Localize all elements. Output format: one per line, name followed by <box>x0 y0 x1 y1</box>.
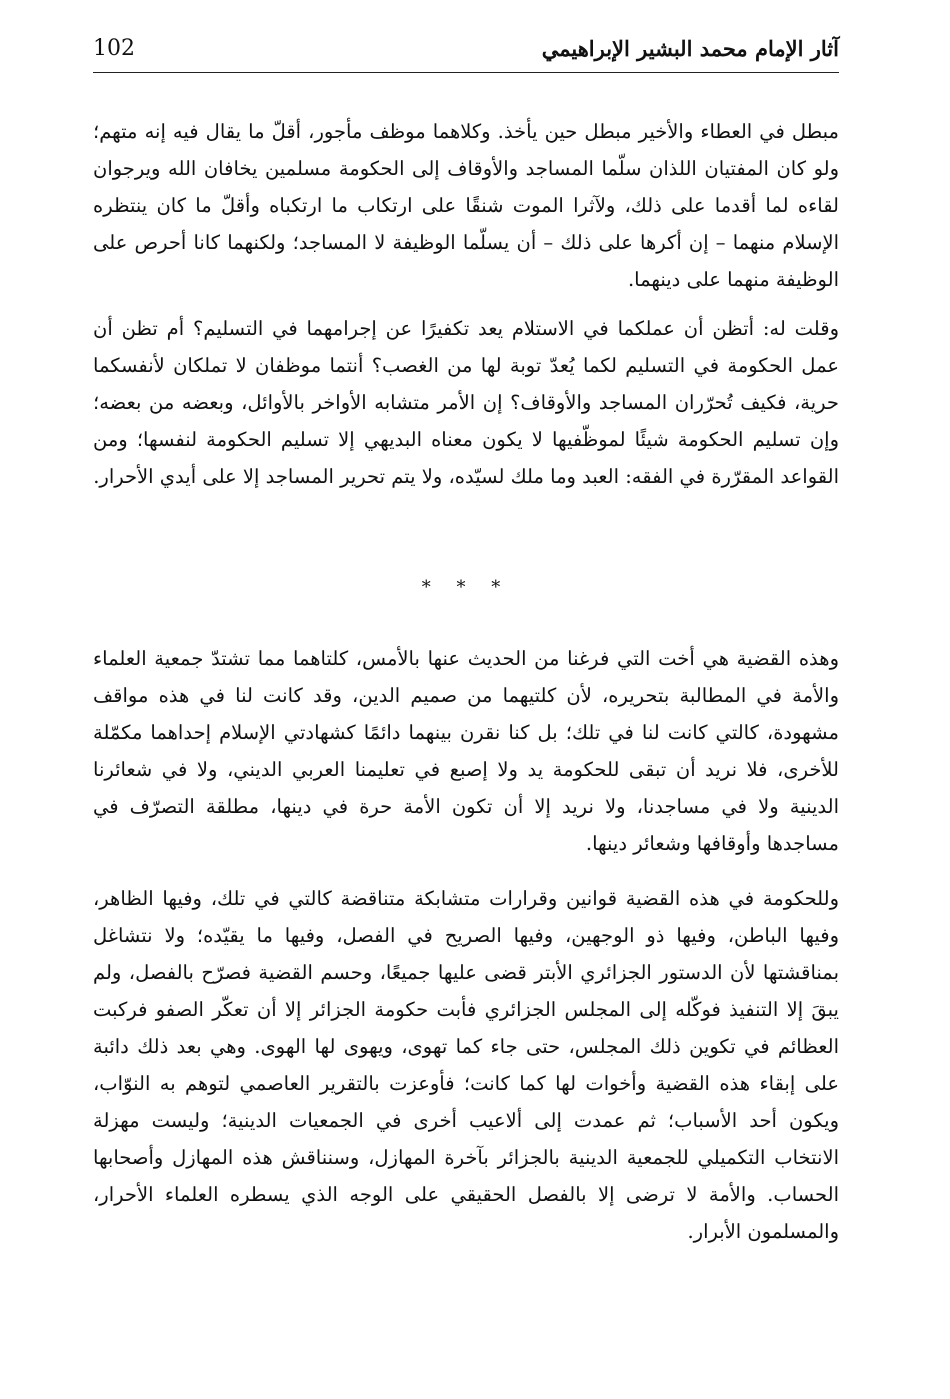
page-number: 102 <box>93 36 135 61</box>
running-title: آثار الإمام محمد البشير الإبراهيمي <box>541 36 839 61</box>
paragraph-2-block <box>93 310 839 495</box>
paragraph: مبطل في العطاء والأخير مبطل حين يأخذ. وكلاهما موظف مأجور، أقلّ ما يقال فيه إنه متهم؛ ولو كان المفتيان اللذان سلّما المساجد والأوقاف إلى الحكومة مسلمين يخافان الله ويرجوان لقاءه لما أقدما على ذلك، ولآثرا الموت شنقًا على ارتكاب ما ارتكباه وأقلّ ما كان ينتظره الإسلام منهما – إن أكرها على ذلك – أن يسلّما الوظيفة لا المساجد؛ ولكنهما كانا أحرص على الوظيفة منهما على دينهما. <box>93 120 839 291</box>
page-header <box>93 30 839 73</box>
paragraph-4-block <box>93 880 839 1250</box>
paragraph: وللحكومة في هذه القضية قوانين وقرارات متشابكة متناقضة كالتي في تلك، وفيها الظاهر، وفيها الباطن، وفيها ذو الوجهين، وفيها الصريح في الفصل، وفيها ما يقيّده؛ ولا نتشاغل بمناقشتها لأن الدستور الجزائري الأبتر قضى عليها جميعًا، وحسم القضية فصرّح بالفصل، ولم يبقَ إلا التنفيذ فوكّله إلى المجلس الجزائري فأبت حكومة الجزائر إلا أن تعكّر الصفو فركبت العظائم في تكوين ذلك المجلس، حتى جاء كما تهوى، ويهوى لها الهوى. وهي بعد ذلك دائبة على إبقاء هذه القضية وأخوات لها كما كانت؛ فأوعزت بالتقرير العاصمي لتوهم به النوّاب، ويكون أحد الأسباب؛ ثم عمدت إلى ألاعيب أخرى في الجمعيات الدينية؛ وليست مهزلة الانتخاب التكميلي للجمعية الدينية بالجزائر بآخرة المهازل، وسنناقش هذه المهازل وأصحابها الحساب. والأمة لا ترضى إلا بالفصل الحقيقي على الوجه الذي يسطره العلماء الأحرار، والمسلمون الأبرار. <box>93 887 839 1243</box>
paragraph-3-block <box>93 640 839 862</box>
paragraph-1-block <box>93 113 839 298</box>
paragraph: وهذه القضية هي أخت التي فرغنا من الحديث عنها بالأمس، كلتاهما مما تشتدّ جمعية العلماء والأمة في المطالبة بتحريره، لأن كلتيهما من صميم الدين، وقد كانت لنا في هذه مواقف مشهودة، كالتي كانت لنا في تلك؛ بل كنا نقرن بينهما دائمًا كشهادتي الإسلام إحداهما مكمّلة للأخرى، فلا نريد أن تبقى للحكومة يد ولا إصبع في تعليمنا العربي الديني، ولا في شعائرنا الدينية ولا في مساجدنا، ولا نريد إلا أن تكون الأمة حرة في دينها، مطلقة التصرّف في مساجدها وأوقافها وشعائر دينها. <box>93 647 839 855</box>
paragraph: وقلت له: أتظن أن عملكما في الاستلام يعد تكفيرًا عن إجرامهما في التسليم؟ أم تظن أن عمل الحكومة في التسليم لكما يُعدّ توبة لها من الغصب؟ أنتما موظفان لا تملكان لأنفسكما حرية، فكيف تُحرّران المساجد والأوقاف؟ إن الأمر متشابه الأواخر بالأوائل، وبعضه من بعضه؛ وإن تسليم الحكومة شيئًا لموظّفيها لا يكون معناه البديهي إلا تسليم الحكومة لنفسها؛ ومن القواعد المقرّرة في الفقه: العبد وما ملك لسيّده، ولا يتم تحرير المساجد إلا على أيدي الأحرار. <box>93 317 839 488</box>
section-separator: * * * <box>421 577 511 598</box>
